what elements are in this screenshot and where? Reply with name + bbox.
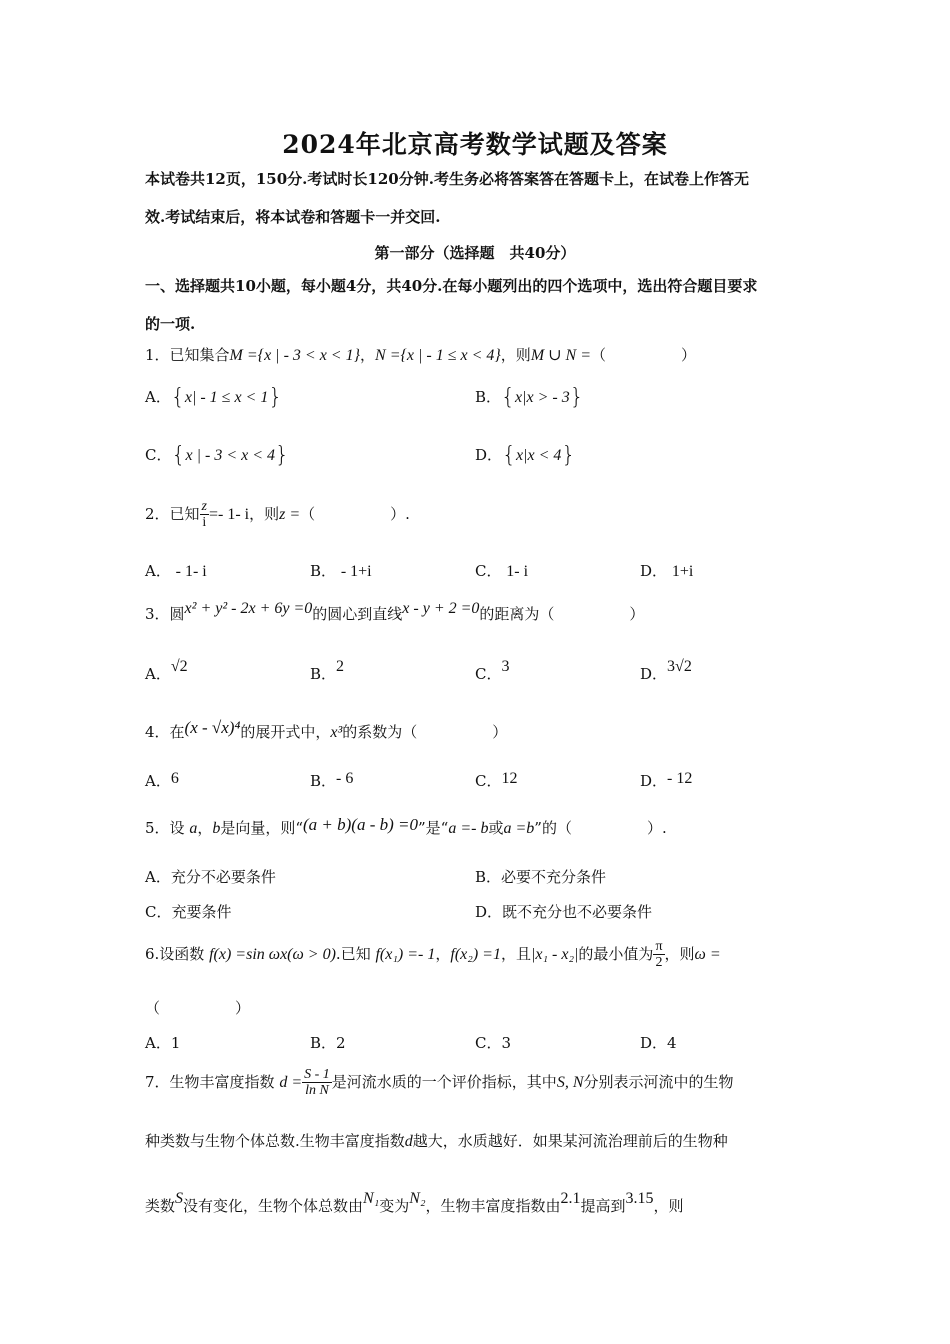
q7-mid2: 分别表示河流中的生物 bbox=[583, 1073, 734, 1091]
q6-prefix: 6.设函数 bbox=[145, 945, 205, 963]
q7-den: ln N bbox=[302, 1082, 332, 1098]
q7-dd: d bbox=[404, 1133, 413, 1150]
q1-sep: ， bbox=[360, 346, 376, 364]
option-label: A． bbox=[145, 1034, 171, 1052]
q6-comma: ， bbox=[435, 945, 451, 963]
option-label: D． bbox=[475, 903, 503, 921]
q2-den: i bbox=[200, 514, 209, 530]
q7-v1: 2.1 bbox=[560, 1190, 581, 1207]
q6-blank: （ ） bbox=[145, 999, 251, 1017]
q1-set-m: M ={x | - 3 < x < 1} bbox=[229, 347, 360, 364]
q5-prefix: 5．设 bbox=[145, 819, 185, 837]
q6-den: 2 bbox=[653, 954, 664, 970]
q7-fraction bbox=[302, 1068, 332, 1098]
q1-option-d[interactable]: D．{x|x < 4} bbox=[475, 443, 576, 468]
option-label: B． bbox=[310, 562, 337, 580]
section-line-2: 的一项. bbox=[145, 315, 196, 333]
q7-n1: N₁ bbox=[363, 1190, 380, 1207]
q6-f2: f(x₂) =1 bbox=[450, 946, 501, 963]
q7-sn: S, N bbox=[556, 1074, 584, 1091]
q6-option-c[interactable] bbox=[475, 1032, 511, 1053]
option-label: B． bbox=[475, 388, 502, 406]
q7-num: S - 1 bbox=[304, 1067, 330, 1082]
q5-end: ”的（ ）. bbox=[534, 819, 667, 837]
q2-fraction bbox=[200, 500, 209, 530]
q5-or: 或 bbox=[488, 819, 504, 837]
q2-blank: （ ）. bbox=[300, 505, 410, 523]
q7-n2: N₂ bbox=[409, 1190, 426, 1207]
q5-expression: (a + b)(a - b) =0 bbox=[303, 815, 419, 834]
q2-option-c[interactable] bbox=[475, 560, 528, 581]
question-2 bbox=[145, 500, 410, 530]
option-value: - 12 bbox=[667, 770, 693, 787]
option-value: 3 bbox=[501, 1034, 512, 1052]
q5-mid: 是向量，则“ bbox=[220, 819, 304, 837]
q3-end: 的距离为（ ） bbox=[479, 605, 645, 623]
question-6 bbox=[145, 940, 721, 970]
option-value: 12 bbox=[501, 770, 518, 787]
option-label: B． bbox=[310, 665, 337, 683]
q6-omega: ω = bbox=[694, 946, 721, 963]
option-value: x | - 3 < x < 4 bbox=[185, 447, 276, 464]
q7-v2: 3.15 bbox=[625, 1190, 654, 1207]
q4-prefix: 4．在 bbox=[145, 723, 185, 741]
option-label: A． bbox=[145, 562, 171, 580]
q5-vector-a: a bbox=[189, 820, 198, 837]
q3-prefix: 3．圆 bbox=[145, 605, 185, 623]
q3-option-c[interactable] bbox=[475, 658, 509, 684]
q7-line-3 bbox=[145, 1190, 684, 1216]
option-value: - 1+i bbox=[340, 563, 372, 580]
q3-option-a[interactable] bbox=[145, 658, 188, 684]
q4-mid: 的展开式中， bbox=[240, 723, 331, 741]
q1-prefix: 1．已知集合 bbox=[145, 346, 230, 364]
q7-line3e: 提高到 bbox=[580, 1197, 626, 1215]
option-label: B． bbox=[310, 1034, 337, 1052]
q1-set-n: N ={x | - 1 ≤ x < 4} bbox=[375, 347, 501, 364]
q7-s: S bbox=[175, 1190, 184, 1207]
q5-mid2: ”是“ bbox=[418, 819, 449, 837]
option-label: C． bbox=[475, 665, 502, 683]
option-value: 2 bbox=[336, 1034, 346, 1052]
option-label: C． bbox=[145, 903, 172, 921]
option-label: A． bbox=[145, 388, 171, 406]
q6-mid2: ，且 bbox=[500, 945, 531, 963]
option-label: D． bbox=[640, 665, 668, 683]
q5-vector-b: b bbox=[212, 820, 221, 837]
option-label: C． bbox=[145, 446, 172, 464]
q7-d: d = bbox=[279, 1074, 303, 1091]
q2-option-b[interactable] bbox=[310, 560, 372, 581]
option-value: 6 bbox=[170, 770, 179, 787]
option-value: 充要条件 bbox=[171, 903, 232, 921]
q5-cond1: a =- b bbox=[448, 820, 489, 837]
option-label: D． bbox=[640, 562, 668, 580]
option-value: x|x < 4 bbox=[516, 447, 562, 464]
option-value: x|x > - 3 bbox=[515, 389, 570, 406]
q3-mid: 的圆心到直线 bbox=[312, 605, 403, 623]
option-value: x| - 1 ≤ x < 1 bbox=[184, 389, 269, 406]
question-4 bbox=[145, 718, 507, 742]
q2-option-d[interactable] bbox=[640, 560, 693, 581]
q6-option-a[interactable] bbox=[145, 1032, 180, 1053]
option-value: 1- i bbox=[506, 563, 529, 580]
q6-option-d[interactable] bbox=[640, 1032, 677, 1053]
q2-option-a[interactable] bbox=[145, 560, 207, 581]
q1-option-a[interactable]: A．{x| - 1 ≤ x < 1} bbox=[145, 385, 283, 410]
q1-union: M ∪ N = bbox=[530, 347, 592, 364]
option-value: 必要不充分条件 bbox=[501, 868, 607, 886]
q5-option-b[interactable] bbox=[475, 866, 606, 887]
option-value: - 1- i bbox=[175, 563, 207, 580]
q4-option-a[interactable] bbox=[145, 770, 179, 791]
q7-line3f: ，则 bbox=[653, 1197, 684, 1215]
question-1 bbox=[145, 344, 696, 365]
q3-option-d[interactable] bbox=[640, 658, 692, 684]
part-heading: 第一部分（选择题 共40分） bbox=[374, 244, 576, 262]
question-5 bbox=[145, 815, 667, 838]
q2-mid: ，则 bbox=[249, 505, 280, 523]
q6-option-b[interactable] bbox=[310, 1032, 346, 1053]
q2-num: z bbox=[201, 499, 207, 514]
q6-num: π bbox=[655, 939, 663, 954]
option-value: 充分不必要条件 bbox=[170, 868, 276, 886]
q7-line2b: 越大，水质越好．如果某河流治理前后的生物种 bbox=[412, 1132, 728, 1150]
q7-mid: 是河流水质的一个评价指标，其中 bbox=[331, 1073, 557, 1091]
question-7 bbox=[145, 1068, 734, 1098]
option-value: 3√2 bbox=[667, 658, 692, 675]
q5-comma: ， bbox=[197, 819, 213, 837]
q3-line-eq: x - y + 2 =0 bbox=[402, 600, 480, 617]
q7-line3c: 变为 bbox=[379, 1197, 410, 1215]
q7-line3b: 没有变化，生物个体总数由 bbox=[183, 1197, 364, 1215]
q6-fraction bbox=[653, 940, 664, 970]
option-value: 3 bbox=[501, 658, 510, 675]
section-line-1: 一、选择题共10小题，每小题4分，共40分.在每小题列出的四个选项中，选出符合题目要求 bbox=[145, 277, 758, 295]
q4-option-d[interactable] bbox=[640, 770, 692, 791]
q5-option-d[interactable] bbox=[475, 901, 652, 922]
option-label: B． bbox=[310, 772, 337, 790]
option-label: D． bbox=[640, 1034, 668, 1052]
option-label: B． bbox=[475, 868, 502, 886]
q4-option-b[interactable] bbox=[310, 770, 353, 791]
q7-prefix: 7．生物丰富度指数 bbox=[145, 1073, 275, 1091]
q5-option-c[interactable] bbox=[145, 901, 232, 922]
option-label: C． bbox=[475, 1034, 502, 1052]
q6-mid: .已知 bbox=[335, 945, 371, 963]
q6-mid4: ，则 bbox=[664, 945, 695, 963]
option-value: 1 bbox=[170, 1034, 181, 1052]
q6-function: f(x) =sin ωx(ω > 0) bbox=[209, 946, 336, 963]
q1-ask: ，则 bbox=[500, 346, 531, 364]
option-value: 1+i bbox=[671, 563, 694, 580]
option-label: A． bbox=[145, 772, 171, 790]
option-label: A． bbox=[145, 665, 171, 683]
q5-cond2: a =b bbox=[503, 820, 535, 837]
q1-option-b[interactable]: B．{x|x > - 3} bbox=[475, 385, 584, 410]
q7-line-2 bbox=[145, 1130, 728, 1151]
option-value: 既不充分也不必要条件 bbox=[502, 903, 653, 921]
q4-term: x³ bbox=[330, 724, 343, 741]
intro-line-1: 本试卷共12页，150分.考试时长120分钟.考生务必将答案答在答题卡上，在试卷上作答无 bbox=[145, 170, 749, 188]
intro-line-2: 效.考试结束后，将本试卷和答题卡一并交回. bbox=[145, 208, 441, 226]
option-value: - 6 bbox=[336, 770, 354, 787]
option-label: C． bbox=[475, 772, 502, 790]
q3-option-b[interactable] bbox=[310, 658, 344, 684]
q4-end: 的系数为（ ） bbox=[342, 723, 508, 741]
q6-abs: |x₁ - x₂| bbox=[530, 946, 579, 963]
q7-line2a: 种类数与生物个体总数.生物丰富度指数 bbox=[145, 1132, 405, 1150]
q2-z: z = bbox=[279, 506, 301, 523]
option-label: A． bbox=[145, 868, 171, 886]
q7-line3d: ，生物丰富度指数由 bbox=[425, 1197, 561, 1215]
q7-line3a: 类数 bbox=[145, 1197, 176, 1215]
q1-blank: （ ） bbox=[591, 346, 697, 364]
option-value: 2 bbox=[336, 658, 345, 675]
q6-f1: f(x₁) =- 1 bbox=[375, 946, 436, 963]
q2-prefix: 2．已知 bbox=[145, 505, 200, 523]
page-title: 2024年北京高考数学试题及答案 bbox=[282, 130, 668, 159]
q4-expression: (x - √x)⁴ bbox=[184, 718, 241, 737]
q5-option-a[interactable] bbox=[145, 866, 276, 887]
option-value: 4 bbox=[667, 1034, 677, 1052]
option-label: D． bbox=[640, 772, 668, 790]
q6-mid3: 的最小值为 bbox=[578, 945, 654, 963]
option-label: D． bbox=[475, 446, 503, 464]
option-value: √2 bbox=[170, 658, 188, 675]
option-label: C． bbox=[475, 562, 502, 580]
q4-option-c[interactable] bbox=[475, 770, 517, 791]
q3-circle-eq: x² + y² - 2x + 6y =0 bbox=[184, 600, 313, 617]
q1-option-c[interactable]: C．{x | - 3 < x < 4} bbox=[145, 443, 290, 468]
q2-eq: =- 1- i bbox=[209, 506, 250, 523]
question-3 bbox=[145, 600, 644, 624]
